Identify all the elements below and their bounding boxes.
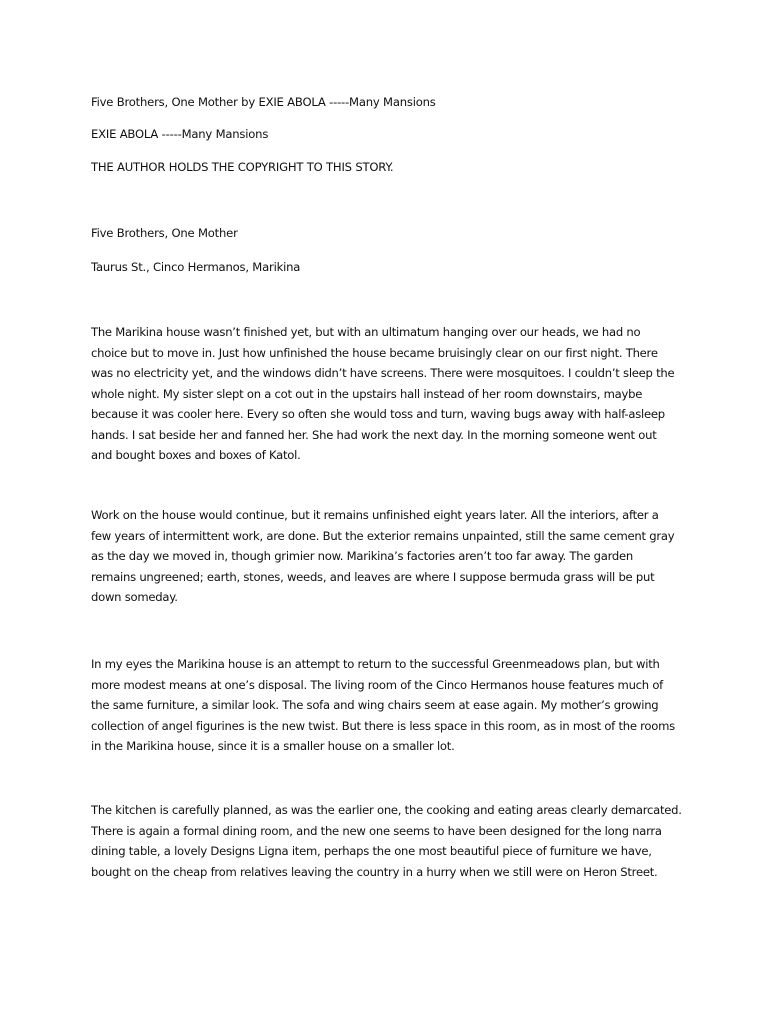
paragraph-line: in the Marikina house, since it is a smaller house on a smaller lot.: [91, 739, 455, 753]
paragraph-line: few years of intermittent work, are done. But the exterior remains unpainted, still the same cement gray: [91, 528, 675, 543]
paragraph-line: The kitchen is carefully planned, as was the earlier one, the cooking and eating areas clearly demarcated.: [91, 803, 682, 817]
paragraph-line: collection of angel figurines is the new twist. But there is less space in this room, as in most of the rooms: [91, 718, 675, 733]
paragraph-line: dining table, a lovely Designs Ligna item, perhaps the one most beautiful piece of furniture we have,: [91, 844, 652, 858]
paragraph-line: Work on the house would continue, but it remains unfinished eight years later. All the interiors, after a: [91, 508, 659, 522]
paragraph-2: [91, 505, 703, 608]
paragraph-line: There is again a formal dining room, and the new one seems to have been designed for the long narra: [91, 823, 662, 838]
copyright-notice: THE AUTHOR HOLDS THE COPYRIGHT TO THIS STORY.: [91, 160, 394, 174]
header-line-2: EXIE ABOLA -----Many Mansions: [91, 127, 269, 141]
story-title: Five Brothers, One Mother: [91, 226, 238, 240]
paragraph-line: was no electricity yet, and the windows didn’t have screens. There were mosquitoes. I couldn’t sleep the: [91, 366, 675, 380]
paragraph-line: and bought boxes and boxes of Katol.: [91, 448, 301, 462]
paragraph-4: [91, 800, 703, 882]
story-location: Taurus St., Cinco Hermanos, Marikina: [91, 260, 301, 274]
paragraph-1: [91, 322, 703, 466]
paragraph-line: whole night. My sister slept on a cot out in the upstairs hall instead of her room downstairs, maybe: [91, 386, 643, 401]
paragraph-line: the same furniture, a similar look. The sofa and wing chairs seem at ease again. My mother’s growing: [91, 698, 659, 712]
paragraph-line: down someday.: [91, 590, 178, 604]
paragraph-line: hands. I sat beside her and fanned her. She had work the next day. In the morning someone went out: [91, 427, 657, 442]
paragraph-line: more modest means at one’s disposal. The living room of the Cinco Hermanos house features much of: [91, 677, 664, 692]
paragraph-line: as the day we moved in, though grimier now. Marikina’s factories aren’t too far away. The garden: [91, 549, 634, 563]
header-line-1: Five Brothers, One Mother by EXIE ABOLA -----Many Mansions: [91, 95, 436, 109]
paragraph-3: [91, 654, 703, 757]
paragraph-line: remains ungreened; earth, stones, weeds, and leaves are where I suppose bermuda grass will be put: [91, 569, 655, 584]
paragraph-line: The Marikina house wasn’t finished yet, but with an ultimatum hanging over our heads, we had no: [91, 325, 641, 339]
paragraph-line: choice but to move in. Just how unfinished the house became bruisingly clear on our first night. There: [91, 345, 658, 360]
paragraph-line: because it was cooler here. Every so often she would toss and turn, waving bugs away with half-asleep: [91, 407, 665, 421]
paragraph-line: In my eyes the Marikina house is an attempt to return to the successful Greenmeadows plan, but with: [91, 657, 660, 671]
paragraph-line: bought on the cheap from relatives leaving the country in a hurry when we still were on Heron Street.: [91, 864, 658, 879]
